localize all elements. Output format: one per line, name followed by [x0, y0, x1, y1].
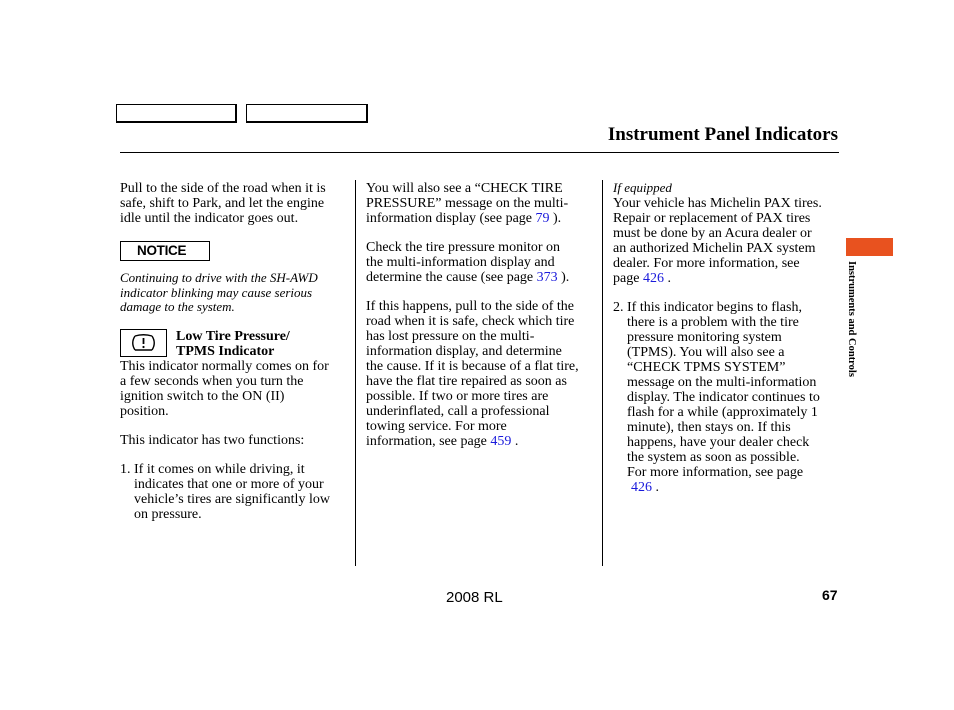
col2-paragraph-2: Check the tire pressure monitor on the multi-information display and determine the cause (see page 373 ).	[366, 240, 570, 285]
nav-button-next[interactable]	[246, 104, 368, 123]
section-tab-label: Instruments and Controls	[846, 261, 857, 377]
page-number: 67	[822, 587, 838, 603]
col1-paragraph-3: This indicator has two functions:	[120, 433, 305, 448]
column-divider-2	[602, 180, 603, 566]
list-item-2: 2. If this indicator begins to flash, there is a problem with the tire pressure monitoring system (TPMS). You will also see a “CHECK TPMS SYSTEM” message on the multi-information display. The indicator continues to flash for a while (approximately 1 minute), then stays on. If this happens, have your dealer check the system as soon as possible. For more information, see page 426 .	[613, 300, 820, 495]
section-tab[interactable]	[846, 238, 893, 256]
tpms-warning-icon	[120, 329, 167, 357]
page-link-373[interactable]: 373	[536, 270, 558, 285]
col1-paragraph-1: Pull to the side of the road when it is safe, shift to Park, and let the engine idle until the indicator goes out.	[120, 181, 326, 226]
tpms-heading: Low Tire Pressure/ TPMS Indicator	[176, 329, 290, 359]
header-rule	[120, 152, 839, 153]
page-link-459[interactable]: 459	[490, 434, 512, 449]
nav-button-previous[interactable]	[116, 104, 237, 123]
notice-label: NOTICE	[137, 243, 187, 258]
section-tab-label-wrap	[846, 261, 860, 411]
page-link-426-b[interactable]: 426	[631, 480, 652, 495]
page-title: Instrument Panel Indicators	[607, 124, 838, 145]
if-equipped-note: If equipped	[613, 180, 672, 195]
page-link-426-a[interactable]: 426	[642, 271, 664, 286]
list-item-1: 1. If it comes on while driving, it indicates that one or more of your vehicle’s tires are significantly low on pressure.	[120, 462, 330, 522]
footer-model: 2008 RL	[446, 589, 503, 606]
notice-badge	[120, 241, 210, 261]
col2-paragraph-1: You will also see a “CHECK TIRE PRESSURE” message on the multi- information display (see page 79 ).	[366, 181, 569, 226]
col3-paragraph-1: Your vehicle has Michelin PAX tires. Repair or replacement of PAX tires must be done by an Acura dealer or an authorized Michelin PAX system dealer. For more information, see page 426 .	[613, 196, 822, 286]
col2-paragraph-3: If this happens, pull to the side of the road when it is safe, check which tire has lost pressure on the multi- information display, and determine the cause. If it is because of a flat tire, have the flat tire repaired as soon as possible. If two or more tires are underinflated, call a professional towing service. For more information, see page 459 .	[366, 299, 579, 449]
column-divider-1	[355, 180, 356, 566]
page-link-79[interactable]: 79	[535, 211, 550, 226]
notice-text: Continuing to drive with the SH-AWD indicator blinking may cause serious damage to the system.	[120, 270, 318, 314]
col1-paragraph-2: This indicator normally comes on for a few seconds when you turn the ignition switch to the ON (II) position.	[120, 359, 329, 419]
